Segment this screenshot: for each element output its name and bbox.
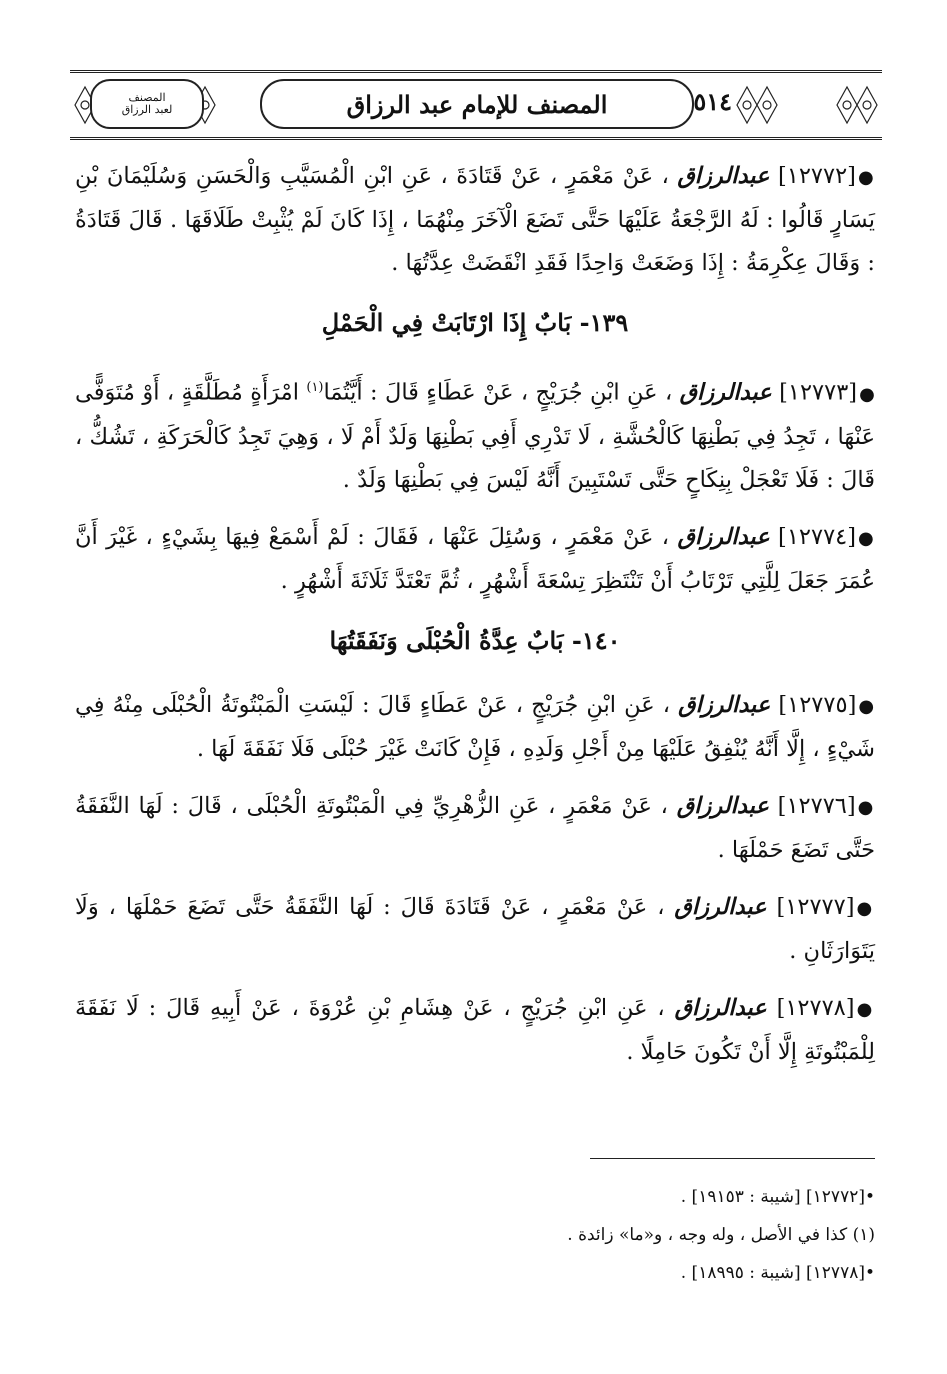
hadith-entry	[75, 886, 875, 973]
hadith-text: ، عَنْ مَعْمَرٍ ، عَنِ الزُّهْرِيِّ فِي الْمَبْتُوتَةِ الْحُبْلَى ، قَالَ : لَهَا النَّفَقَةُ حَتَّى تَضَعَ حَمْلَهَا .	[75, 792, 875, 863]
main-text	[75, 155, 875, 1088]
header-ornament-right	[732, 77, 882, 133]
bullet-icon: ●	[857, 167, 875, 188]
publisher-seal	[90, 79, 204, 129]
footnote-item: (١) كذا في الأصل ، وله وجه ، و«ما» زائدة .	[567, 1225, 875, 1245]
seal-line-1: المصنف	[128, 90, 166, 104]
hadith-text: ، عَنْ مَعْمَرٍ ، وَسُئِلَ عَنْهَا ، فَقَالَ : لَمْ أَسْمَعْ فِيهَا بِشَيْءٍ ، غَيْرَ أَنَّ عُمَرَ جَعَلَ لِلَّتِي تَرْتَابُ أَنْ تَنْتَظِرَ تِسْعَةَ أَشْهُرٍ ، ثُمَّ تَعْتَدَّ ثَلَاثَةَ أَشْهُرٍ .	[75, 523, 875, 594]
chapter-heading: ١٤٠- بَابٌ عِدَّةُ الْحُبْلَى وَنَفَقَتُهَا	[329, 625, 621, 655]
hadith-source: عبدالرزاق	[674, 893, 767, 920]
chapter-heading: ١٣٩- بَابٌ إِذَا ارْتَابَتْ فِي الْحَمْلِ	[321, 308, 629, 337]
hadith-number: [١٢٧٧٢]	[777, 163, 856, 189]
bullet-icon: ●	[856, 897, 875, 919]
footnotes	[75, 1178, 875, 1292]
hadith-source: عبدالرزاق	[676, 792, 769, 819]
footnote-divider	[590, 1158, 875, 1159]
hadith-source: عبدالرزاق	[677, 163, 770, 189]
hadith-number: [١٢٧٧٣]	[779, 379, 858, 406]
bullet-icon: ●	[859, 383, 875, 405]
hadith-source: عبدالرزاق	[679, 379, 772, 406]
hadith-entry	[75, 684, 875, 771]
bullet-icon: ●	[858, 527, 876, 549]
hadith-number: [١٢٧٧٨]	[776, 994, 855, 1021]
footnote-item: •[١٢٧٧٨] [شيبة : ١٨٩٩٥] .	[680, 1263, 875, 1283]
hadith-number: [١٢٧٧٤]	[778, 523, 857, 550]
hadith-text-lead: ، عَنِ ابْنِ جُرَيْجٍ ، عَنْ عَطَاءٍ قَالَ : أَيَّتُمَا	[323, 379, 673, 406]
hadith-text: امْرَأَةٍ مُطَلَّقَةٍ ، أَوْ مُتَوَفًّى عَنْهَا ، تَجِدُ فِي بَطْنِهَا كَالْحُشَّةِ ، لَا تَدْرِي أَفِي بَطْنِهَا وَلَدٌ أَمْ لَا ، وَهِيَ تَجِدُ كَالْحَرَكَةِ ، تَشُكُّ ، قَالَ : فَلَا تَعْجَلْ بِنِكَاحٍ حَتَّى تَسْتَبِينَ أَنَّهُ لَيْسَ فِي بَطْنِهَا وَلَدٌ .	[75, 379, 875, 493]
hadith-source: عبدالرزاق	[677, 523, 770, 550]
running-header	[70, 70, 882, 140]
hadith-text: ، عَنِ ابْنِ جُرَيْجٍ ، عَنْ عَطَاءٍ قَالَ : لَيْسَتِ الْمَبْتُوتَةُ الْحُبْلَى مِنْهُ فِي شَيْءٍ ، إِلَّا أَنَّهُ يُنْفِقُ عَلَيْهَا مِنْ أَجْلِ وَلَدِهِ ، فَإِنْ كَانَتْ غَيْرَ حُبْلَى فَلَا نَفَقَةَ لَهَا .	[75, 691, 875, 762]
hadith-number: [١٢٧٧٧]	[776, 893, 855, 920]
hadith-source: عبدالرزاق	[674, 994, 767, 1021]
hadith-entry	[75, 785, 875, 872]
seal-line-2: لعبد الرزاق	[121, 103, 173, 116]
hadith-entry	[75, 366, 875, 502]
hadith-text: ، عَنْ مَعْمَرٍ ، عَنْ قَتَادَةَ قَالَ : لَهَا النَّفَقَةُ حَتَّى تَضَعَ حَمْلَهَا ، وَلَا يَتَوَارَثَانِ .	[75, 893, 875, 964]
bullet-icon: ●	[858, 695, 875, 717]
page-number: ٥١٤	[693, 87, 732, 116]
footnote-ref[interactable]: (١)	[306, 380, 324, 395]
hadith-source: عبدالرزاق	[678, 691, 771, 718]
hadith-entry	[75, 516, 875, 603]
hadith-number: [١٢٧٧٥]	[778, 691, 857, 718]
hadith-text: ، عَنِ ابْنِ جُرَيْجٍ ، عَنْ هِشَامِ بْنِ عُرْوَةَ ، عَنْ أَبِيهِ قَالَ : لَا نَفَقَةَ لِلْمَبْتُوتَةِ إِلَّا أَنْ تَكُونَ حَامِلًا .	[75, 994, 875, 1065]
running-title: المصنف للإمام عبد الرزاق	[260, 79, 694, 129]
hadith-entry	[75, 987, 875, 1074]
bullet-icon: ●	[856, 998, 875, 1020]
hadith-number: [١٢٧٧٦]	[777, 792, 856, 819]
hadith-entry	[75, 155, 875, 285]
bullet-icon: ●	[857, 796, 876, 818]
footnote-item: •[١٢٧٧٢] [شيبة : ١٩١٥٣] .	[680, 1187, 875, 1207]
hadith-text: ، عَنْ مَعْمَرٍ ، عَنْ قَتَادَةَ ، عَنِ ابْنِ الْمُسَيَّبِ وَالْحَسَنِ وَسُلَيْمَانَ بْنِ يَسَارٍ قَالُوا : لَهُ الرَّجْعَةُ عَلَيْهَا حَتَّى تَضَعَ الْآخَرَ مِنْهُمَا ، إِذَا كَانَ لَمْ يُثْبِتْ طَلَاقَهَا . قَالَ قَتَادَةُ : وَقَالَ عِكْرِمَةُ : إِذَا وَضَعَتْ وَاحِدًا فَقَدِ انْقَضَتْ عِدَّتُهَا .	[75, 163, 875, 276]
